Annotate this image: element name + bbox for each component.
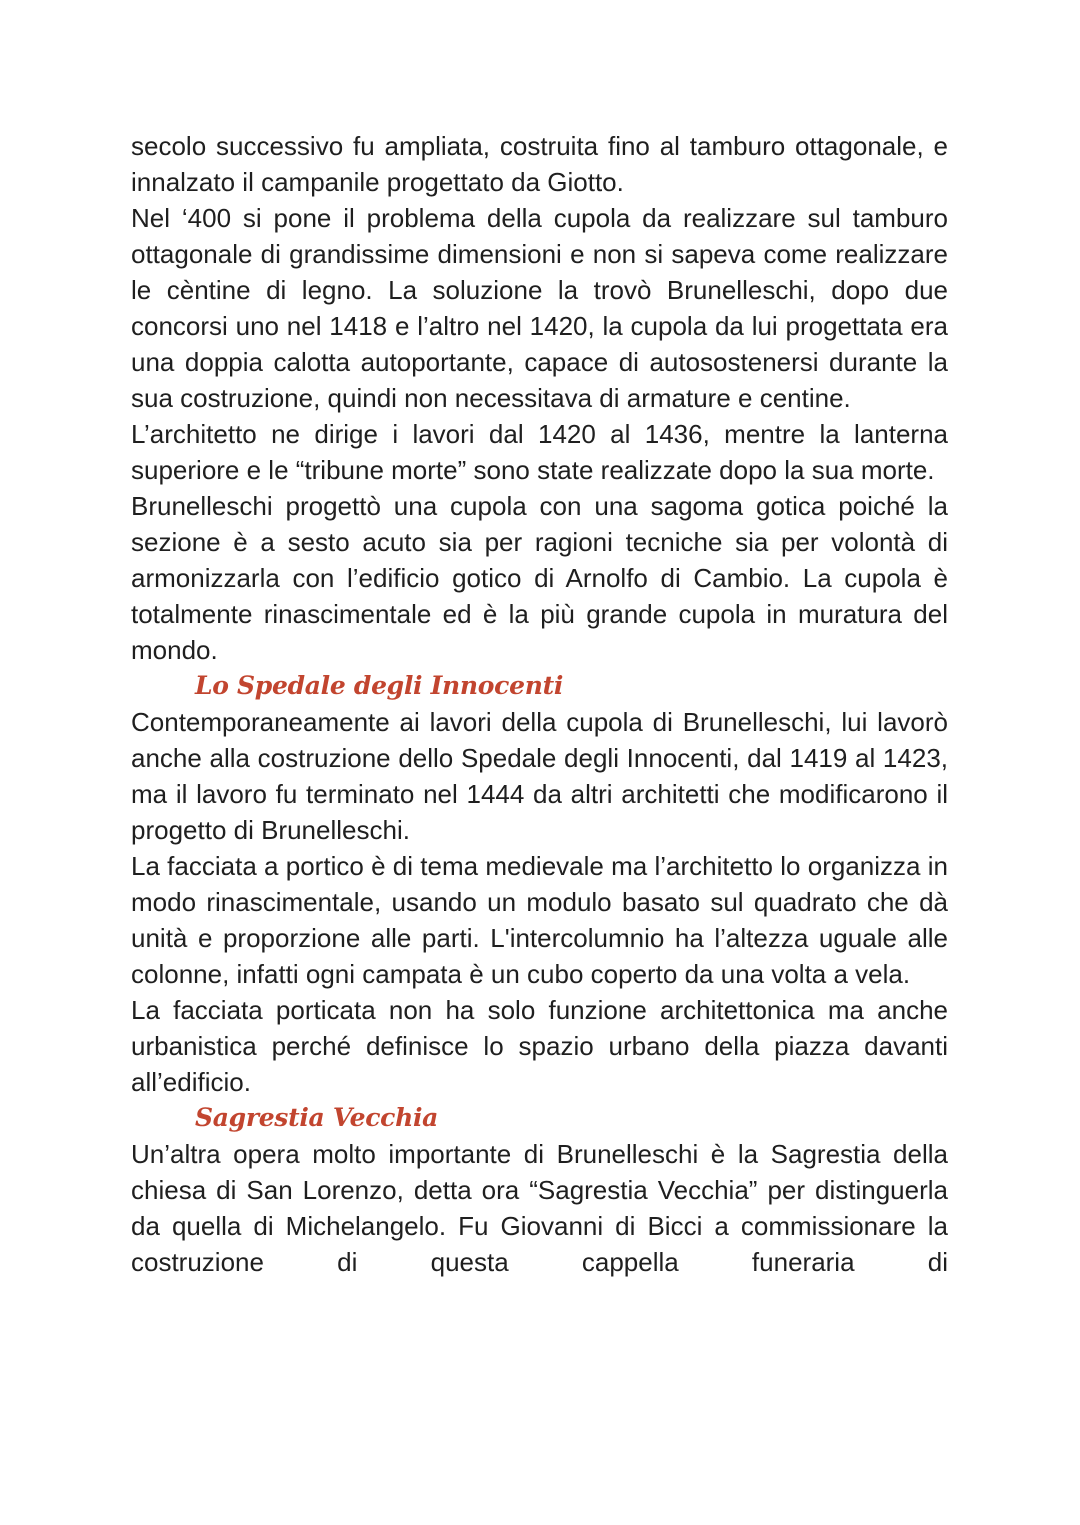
paragraph-cathedral-expansion: secolo successivo fu ampliata, costruita fino al tamburo ottagonale, e innalzato il campanile progettato da Giotto. — [131, 131, 948, 197]
paragraph-sagrestia-intro: Un’altra opera molto importante di Brunelleschi è la Sagrestia della chiesa di San Lorenzo, detta ora “Sagrestia Vecchia” per distinguerla da quella di Michelangelo. Fu Giovanni di Bicci a commissionare la costruzione di questa cappella funeraria di — [131, 1139, 948, 1277]
paragraph-spedale-construction: Contemporaneamente ai lavori della cupola di Brunelleschi, lui lavorò anche alla costruzione dello Spedale degli Innocenti, dal 1419 al 1423, ma il lavoro fu terminato nel 1444 da altri architetti che modificarono il progetto di Brunelleschi. — [131, 707, 948, 845]
paragraph-spedale-facade: La facciata a portico è di tema medievale ma l’architetto lo organizza in modo rinascimentale, usando un modulo basato sul quadrato che dà unità e proporzione alle parti. L'intercolumnio ha l’altezza uguale alle colonne, infatti ogni campata è un cubo coperto da una volta a vela. — [131, 851, 948, 989]
paragraph-dome-gothic: Brunelleschi progettò una cupola con una sagoma gotica poiché la sezione è a sesto acuto sia per ragioni tecniche sia per volontà di armonizzarla con l’edificio gotico di Arnolfo di Cambio. La cupola è totalmente rinascimentale ed è la più grande cupola in muratura del mondo. — [131, 491, 948, 665]
paragraph-dome-problem: Nel ‘400 si pone il problema della cupola da realizzare sul tamburo ottagonale di grandissime dimensioni e non si sapeva come realizzare le cèntine di legno. La soluzione la trovò Brunelleschi, dopo due concorsi uno nel 1418 e l’altro nel 1420, la cupola da lui progettata era una doppia calotta autoportante, capace di autosostenersi durante la sua costruzione, quindi non necessitava di armature e centine. — [131, 203, 948, 413]
section-heading-sagrestia: Sagrestia Vecchia — [195, 1103, 439, 1132]
section-heading-spedale: Lo Spedale degli Innocenti — [195, 671, 564, 700]
paragraph-spedale-urban: La facciata porticata non ha solo funzione architettonica ma anche urbanistica perché definisce lo spazio urbano della piazza davanti all’edificio. — [131, 995, 948, 1097]
document-page — [131, 128, 948, 1280]
paragraph-dome-works: L’architetto ne dirige i lavori dal 1420 al 1436, mentre la lanterna superiore e le “tribune morte” sono state realizzate dopo la sua morte. — [131, 419, 948, 485]
